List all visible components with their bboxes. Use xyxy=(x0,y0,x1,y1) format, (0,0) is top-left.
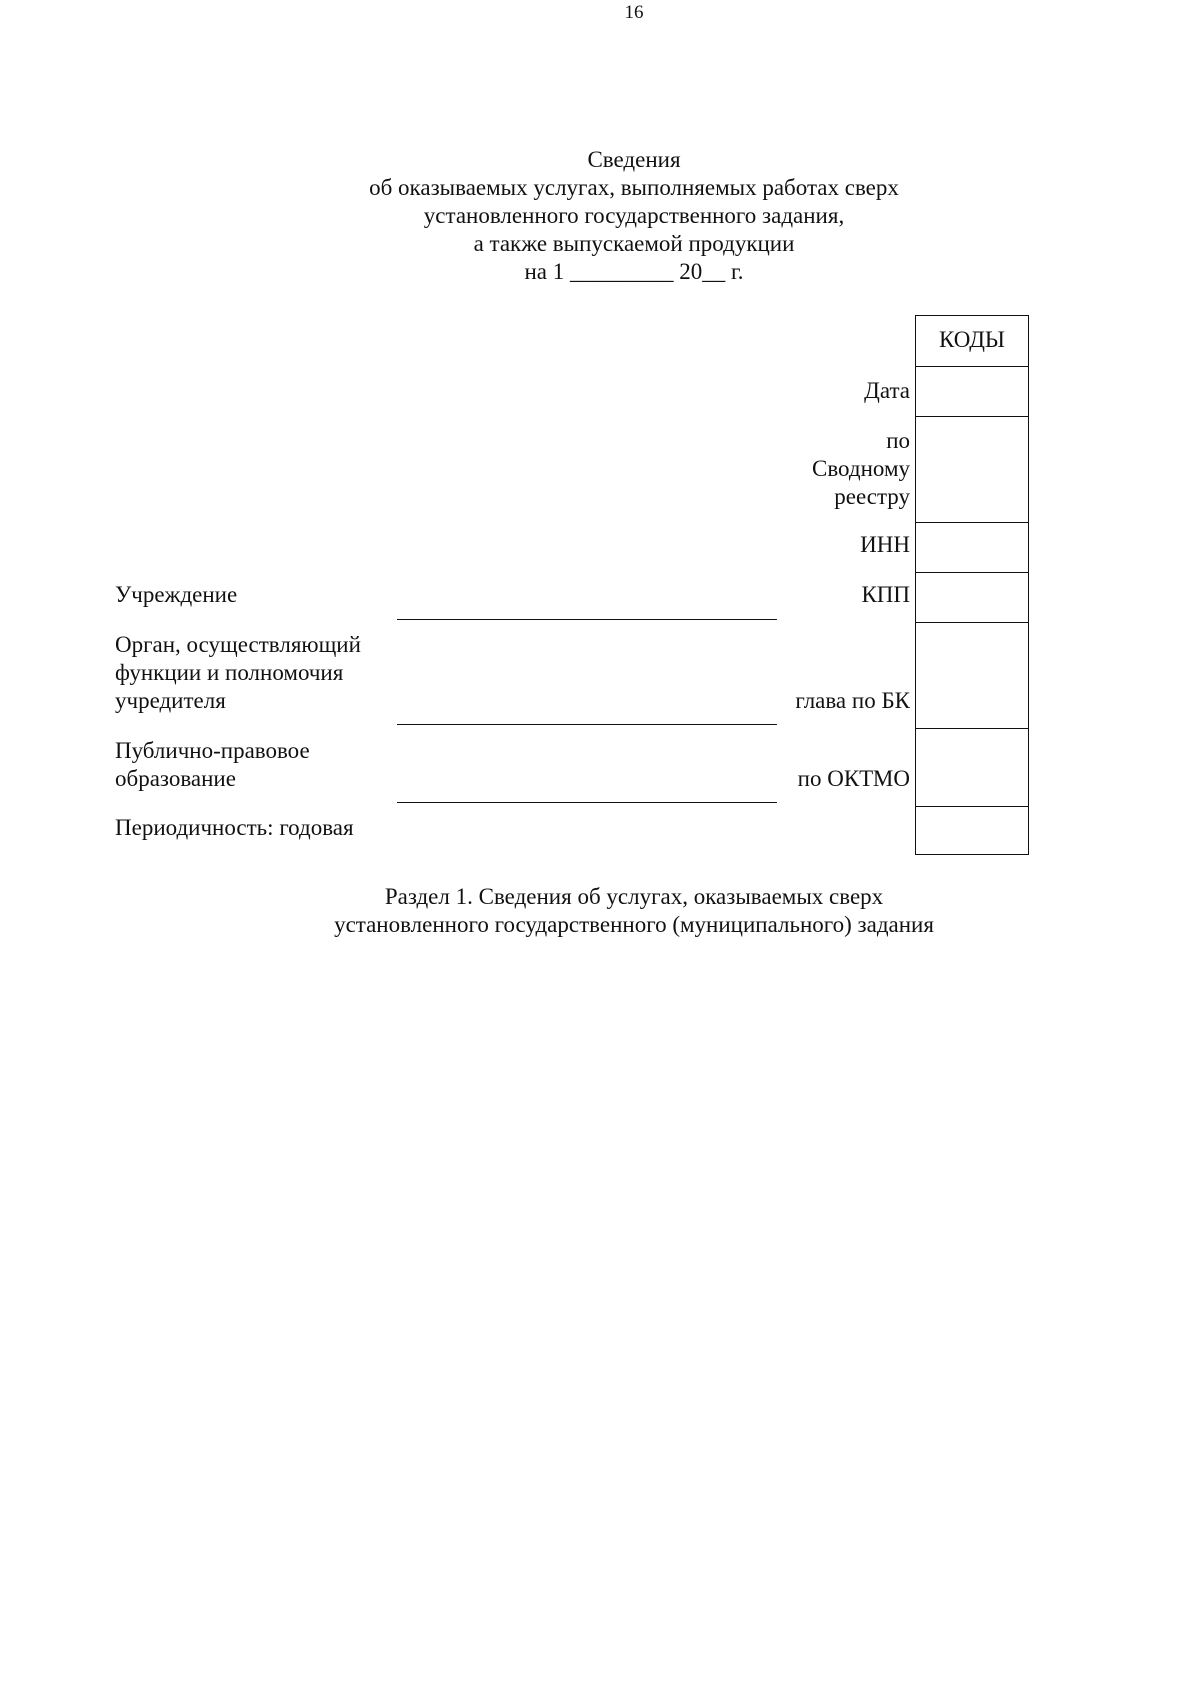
section-title xyxy=(0,883,1200,939)
entity-fill-line[interactable] xyxy=(397,802,777,803)
codes-header: КОДЫ xyxy=(939,327,1005,352)
title-line-1: Сведения xyxy=(587,147,681,172)
label-kpp: КПП xyxy=(861,582,910,607)
institution-fill-line[interactable] xyxy=(397,619,777,620)
section-title-line-1: Раздел 1. Сведения об услугах, оказываемых сверх xyxy=(384,884,884,909)
code-cell-periodicity[interactable] xyxy=(916,806,1028,854)
section-title-line-2: установленного государственного (муниципального) задания xyxy=(334,912,934,937)
code-cell-oktmo[interactable] xyxy=(916,728,1028,806)
label-periodicity: Периодичность: годовая xyxy=(115,815,354,840)
code-cell-date[interactable] xyxy=(916,366,1028,416)
page-number: 16 xyxy=(624,2,644,23)
label-founder-3: учредителя xyxy=(115,688,226,713)
label-date: Дата xyxy=(864,378,910,403)
label-bk: глава по БК xyxy=(795,688,910,713)
label-inn: ИНН xyxy=(860,532,910,557)
label-oktmo: по ОКТМО xyxy=(797,766,910,791)
label-registry-3: реестру xyxy=(834,484,910,509)
title-line-4: а также выпускаемой продукции xyxy=(473,231,795,256)
label-founder-2: функции и полномочия xyxy=(115,660,344,685)
label-registry-2: Сводному xyxy=(811,456,910,481)
code-cell-registry[interactable] xyxy=(916,416,1028,522)
founder-fill-line[interactable] xyxy=(397,724,777,725)
title-line-2: об оказываемых услугах, выполняемых работах сверх xyxy=(369,175,899,200)
code-cell-kpp[interactable] xyxy=(916,572,1028,622)
code-cell-inn[interactable] xyxy=(916,522,1028,572)
label-entity-1: Публично-правовое xyxy=(115,738,310,763)
label-entity-2: образование xyxy=(115,766,236,791)
title-date-line: на 1 _________ 20__ г. xyxy=(524,259,744,284)
code-cell-bk[interactable] xyxy=(916,622,1028,728)
label-registry-1: по xyxy=(886,428,910,453)
label-founder-1: Орган, осуществляющий xyxy=(115,632,361,657)
codes-table xyxy=(915,315,1029,855)
title-line-3: установленного государственного задания, xyxy=(423,203,845,228)
document-title xyxy=(0,146,1200,286)
label-institution: Учреждение xyxy=(115,582,238,607)
